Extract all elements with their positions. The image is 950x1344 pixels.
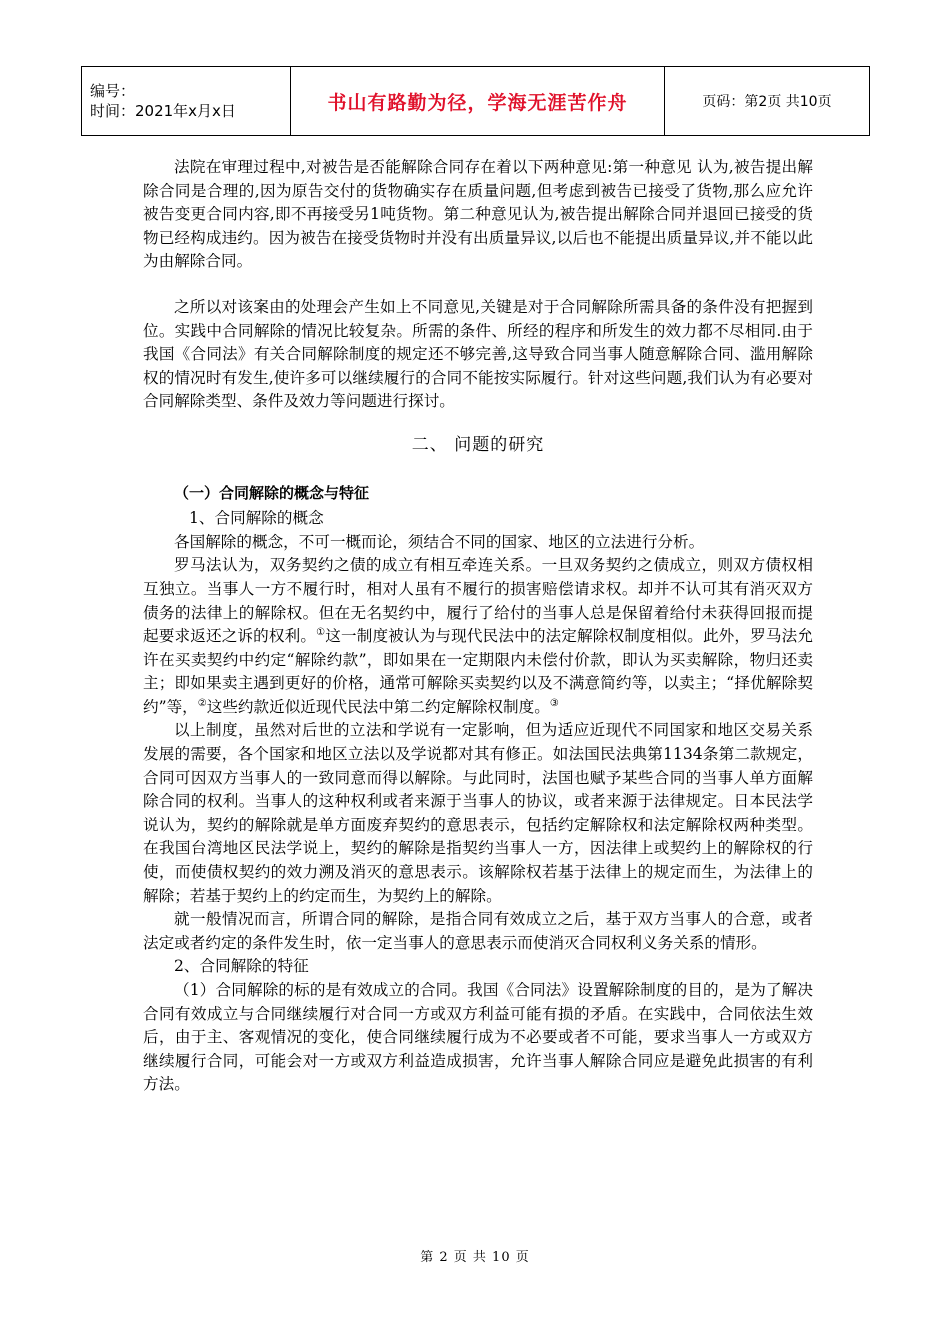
document-body	[143, 156, 813, 1097]
paragraph-4b: 这一制度被认为与现代民法中的法定解除权制度相似。此外，罗马法允许在买卖契约中约定“解除约款”，即如果在一定期限内未偿付价款，即认为买卖解除，物归还卖主；即如果卖主遇到更好的价格，通常可解除买卖契约以及不满意简约等，以卖主；“择优解除契约”等，	[143, 627, 813, 716]
header-number-label: 编号：	[90, 82, 136, 100]
header-time-label: 时间：2021年x月x日	[90, 102, 236, 120]
paragraph-5: 以上制度，虽然对后世的立法和学说有一定影响，但为适应近现代不同国家和地区交易关系发展的需要，各个国家和地区立法以及学说都对其有修正。如法国民法典第1134条第二款规定，合同可因双方当事人的一致同意而得以解除。与此同时，法国也赋予某些合同的当事人单方面解除合同的权利。当事人的这种权利或者来源于当事人的协议，或者来源于法律规定。日本民法学说认为，契约的解除就是单方面废弃契约的意思表示，包括约定解除权和法定解除权两种类型。在我国台湾地区民法学说上，契约的解除是指契约当事人一方，因法律上或契约上的解除权的行使，而使债权契约的效力溯及消灭的意思表示。该解除权若基于法律上的规定而生，为法律上的解除；若基于契约上的约定而生，为契约上的解除。	[143, 721, 813, 905]
footnote-1: ①	[316, 626, 326, 638]
header-page-label: 页码：第2页 共10页	[665, 67, 870, 136]
item-2-heading: 2、合同解除的特征	[174, 957, 309, 976]
paragraph-2: 之所以对该案由的处理会产生如上不同意见,关键是对于合同解除所需具备的条件没有把握到位。实践中合同解除的情况比较复杂。所需的条件、所经的程序和所发生的效力都不尽相同.由于我国《合同法》有关合同解除制度的规定还不够完善,这导致合同当事人随意解除合同、滥用解除权的情况时有发生,使许多可以继续履行的合同不能按实际履行。针对这些问题,我们认为有必要对合同解除类型、条件及效力等问题进行探讨。	[143, 297, 813, 411]
header-table	[81, 66, 870, 136]
footnote-3: ③	[549, 697, 559, 709]
paragraph-4a: 罗马法认为，双务契约之债的成立有相互牵连关系。一旦双务契约之债成立，则双方债权相互独立。当事人一方不履行时，相对人虽有不履行的损害赔偿请求权。却并不认可其有消灭双方债务的法律上的解除权。但在无名契约中，履行了给付的当事人总是保留着给付未获得回报而提起要求返还之诉的权利。	[143, 556, 813, 646]
paragraph-3: 各国解除的概念，不可一概而论，须结合不同的国家、地区的立法进行分析。	[174, 532, 705, 551]
header-left-cell	[82, 67, 291, 136]
section-title: 二、 问题的研究	[411, 434, 545, 455]
page-footer: 第 2 页 共 10 页	[420, 1250, 530, 1265]
paragraph-4	[143, 554, 813, 719]
sub-title: （一）合同解除的概念与特征	[174, 483, 370, 502]
footnote-2: ②	[197, 697, 207, 709]
item-1-heading: 1、合同解除的概念	[189, 509, 324, 528]
paragraph-1: 法院在审理过程中,对被告是否能解除合同存在着以下两种意见:第一种意见 认为,被告提出解除合同是合理的,因为原告交付的货物确实存在质量问题,但考虑到被告已接受了货物,那么应允许 被告变更合同内容,即不再接受另1吨货物。第二种意见认为,被告提出解除合同并退回已接受的货物已经构成违约。因为被告在接受货物时并没有出质量异议,以后也不能提出质量异议,并不能以此为由解除合同。	[143, 158, 813, 271]
paragraph-4c: 这些约款近似近现代民法中第二约定解除权制度。	[206, 697, 550, 716]
paragraph-7: （1）合同解除的标的是有效成立的合同。我国《合同法》设置解除制度的目的，是为了解决合同有效成立与合同继续履行对合同一方或双方利益可能有损的矛盾。在实践中，合同依法生效后，由于主、客观情况的变化，使合同继续履行成为不必要或者不可能，要求当事人一方或双方继续履行合同，可能会对一方或双方利益造成损害，允许当事人解除合同应是避免此损害的有利方法。	[143, 981, 813, 1094]
paragraph-6: 就一般情况而言，所谓合同的解除，是指合同有效成立之后，基于双方当事人的合意，或者法定或者约定的条件发生时，依一定当事人的意思表示而使消灭合同权利义务关系的情形。	[143, 910, 813, 952]
header-motto: 书山有路勤为径，学海无涯苦作舟	[291, 67, 665, 136]
